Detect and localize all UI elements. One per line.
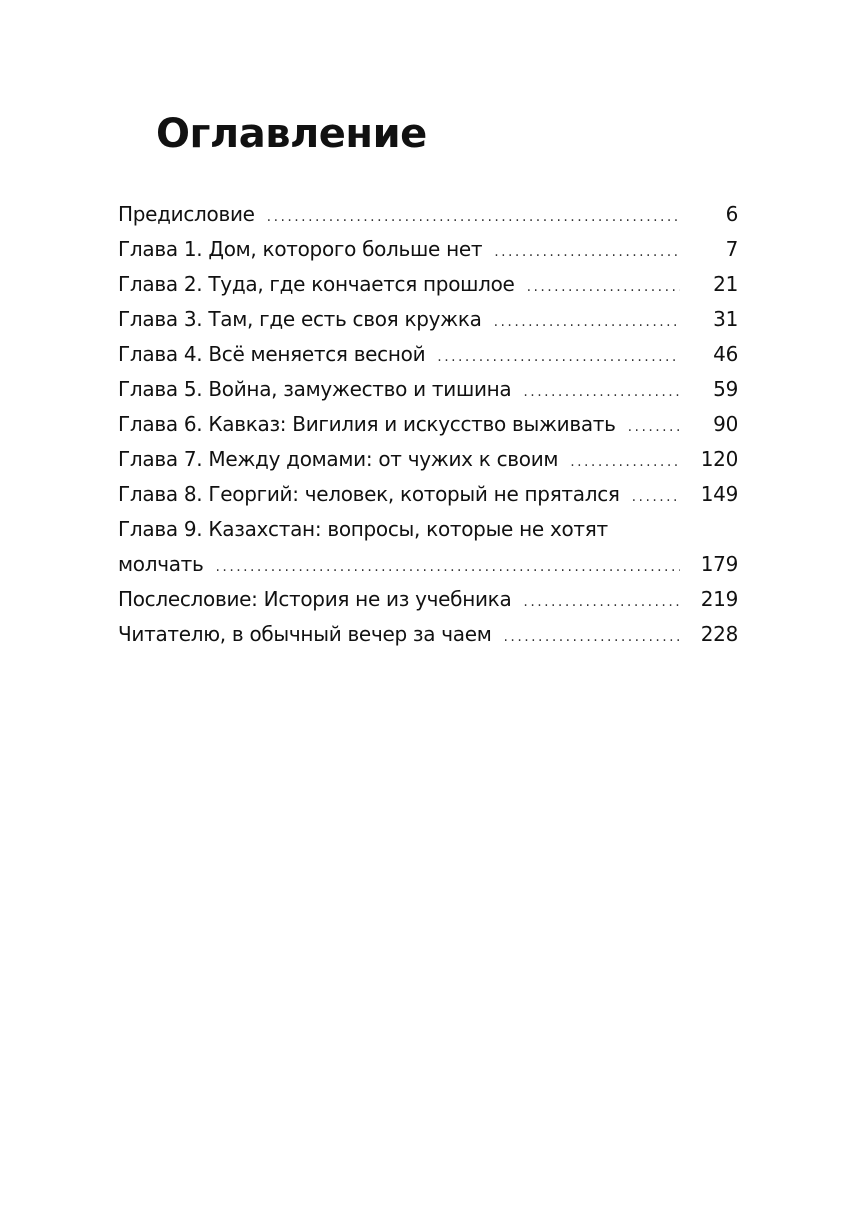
toc-entry-chapter-6[interactable] <box>118 407 738 442</box>
toc-entry-page: 59 <box>713 377 738 401</box>
toc-entry-page: 149 <box>700 482 738 506</box>
toc-entry-page: 6 <box>725 202 738 226</box>
toc-entry-page: 21 <box>713 272 738 296</box>
toc-entry-label: Послесловие: История не из учебника <box>118 587 512 611</box>
toc-entry-label: Глава 9. Казахстан: вопросы, которые не хотят <box>118 517 608 541</box>
toc-entry-label: Глава 4. Всё меняется весной <box>118 342 426 366</box>
toc-entry-chapter-8[interactable] <box>118 477 738 512</box>
toc-entry-chapter-4[interactable] <box>118 337 738 372</box>
toc-entry-page: 179 <box>700 552 738 576</box>
toc-entry-chapter-9-line-2[interactable] <box>118 547 738 582</box>
toc-entry-label: Глава 3. Там, где есть своя кружка <box>118 307 482 331</box>
toc-entry-preface[interactable] <box>118 197 738 232</box>
page-title: Оглавление <box>156 111 427 157</box>
dot-leader <box>504 620 680 655</box>
toc-entry-page: 219 <box>700 587 738 611</box>
dot-leader <box>632 480 680 515</box>
toc-entry-chapter-9-line-1[interactable] <box>118 512 738 547</box>
toc-entry-page: 31 <box>713 307 738 331</box>
toc-entry-chapter-5[interactable] <box>118 372 738 407</box>
toc-entry-label: Глава 5. Война, замужество и тишина <box>118 377 512 401</box>
toc-entry-page: 90 <box>713 412 738 436</box>
dot-leader <box>523 585 680 620</box>
toc-entry-afterword[interactable] <box>118 582 738 617</box>
toc-entry-page: 228 <box>700 622 738 646</box>
toc-entry-label: Глава 1. Дом, которого больше нет <box>118 237 483 261</box>
toc-entry-chapter-7[interactable] <box>118 442 738 477</box>
dot-leader <box>523 375 680 410</box>
toc-entry-page: 7 <box>725 237 738 261</box>
dot-leader <box>570 445 680 480</box>
toc-entry-page: 120 <box>700 447 738 471</box>
toc-entry-label: Глава 8. Георгий: человек, который не прятался <box>118 482 620 506</box>
toc-entry-page: 46 <box>713 342 738 366</box>
toc-entry-label: Глава 7. Между домами: от чужих к своим <box>118 447 559 471</box>
table-of-contents <box>118 197 738 652</box>
toc-entry-chapter-2[interactable] <box>118 267 738 302</box>
toc-entry-to-reader[interactable] <box>118 617 738 652</box>
toc-entry-label: молчать <box>118 552 204 576</box>
dot-leader <box>527 270 680 305</box>
toc-entry-label: Глава 6. Кавказ: Вигилия и искусство выживать <box>118 412 616 436</box>
toc-entry-chapter-1[interactable] <box>118 232 738 267</box>
dot-leader <box>494 305 680 340</box>
dot-leader <box>216 550 680 585</box>
toc-entry-label: Глава 2. Туда, где кончается прошлое <box>118 272 515 296</box>
toc-entry-label: Предисловие <box>118 202 255 226</box>
dot-leader <box>494 235 680 270</box>
dot-leader <box>628 410 680 445</box>
toc-entry-label: Читателю, в обычный вечер за чаем <box>118 622 492 646</box>
dot-leader <box>267 200 680 235</box>
toc-entry-chapter-3[interactable] <box>118 302 738 337</box>
dot-leader <box>437 340 680 375</box>
